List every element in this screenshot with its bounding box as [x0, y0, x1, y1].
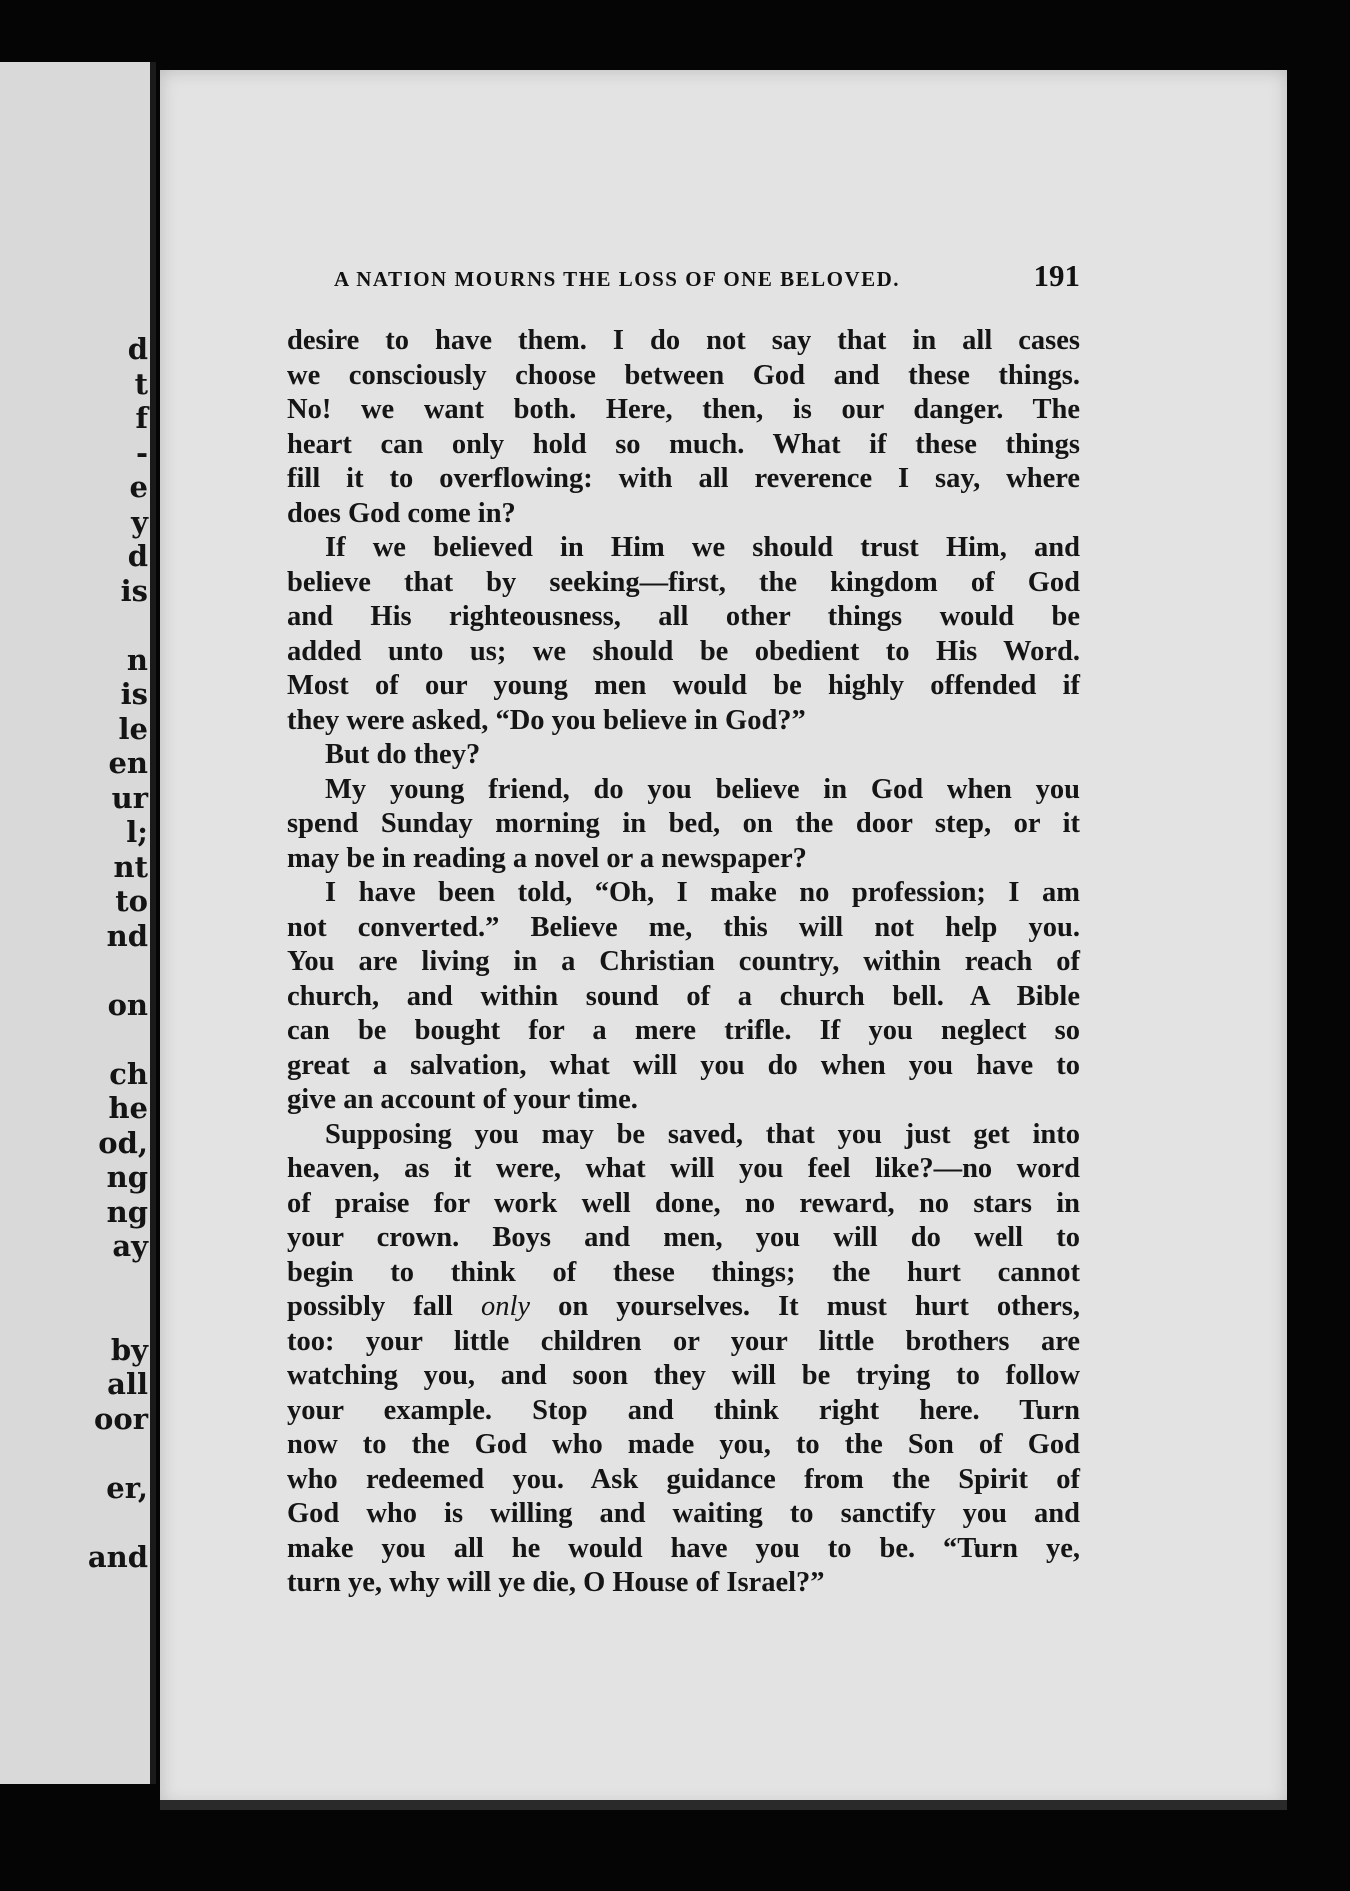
text-line: My young friend, do you believe in God when you — [325, 773, 1080, 805]
text-line: watching you, and soon they will be trying to follow — [287, 1360, 1080, 1391]
text-line: God who is willing and waiting to sanctify you and — [287, 1498, 1080, 1529]
text-line: they were asked, “Do you believe in God?” — [287, 704, 806, 736]
fragment-line: d — [127, 332, 148, 366]
fragment-line: nd — [106, 918, 148, 953]
text-line: now to the God who made you, to the Son of God — [287, 1429, 1080, 1460]
text-line: not converted.” Believe me, this will not help you. — [287, 911, 1080, 943]
text-line: heart can only hold so much. What if these things — [287, 428, 1080, 460]
fragment-line: f — [135, 401, 148, 435]
text-line: too: your little children or your little brothers are — [287, 1325, 1080, 1357]
fragment-line: by — [110, 1332, 148, 1367]
text-line: No! we want both. Here, then, is our danger. The — [287, 394, 1080, 425]
fragment-line — [8, 953, 148, 988]
text-line: You are living in a Christian country, within reach of — [287, 946, 1080, 977]
text-line: your crown. Boys and men, you will do well to — [287, 1222, 1080, 1253]
facing-page-left — [0, 62, 152, 1784]
fragment-line — [8, 1022, 148, 1057]
fragment-line: he — [108, 1091, 148, 1125]
fragment-line: ng — [106, 1160, 148, 1194]
text-line: great a salvation, what will you do when you have to — [287, 1049, 1080, 1081]
fragment-line: all — [107, 1367, 148, 1401]
fragment-line: n — [126, 642, 148, 677]
text-line: heaven, as it were, what will you feel like?—no word — [287, 1153, 1080, 1184]
fragment-line — [8, 1505, 148, 1540]
text-line: begin to think of these things; the hurt cannot — [287, 1256, 1080, 1288]
text-line: and His righteousness, all other things would be — [287, 601, 1080, 632]
text-line: make you all he would have you to be. “Turn ye, — [287, 1532, 1080, 1564]
fragment-line: is — [120, 677, 148, 711]
text-line: turn ye, why will ye die, O House of Israel?” — [287, 1567, 825, 1598]
page-bottom-shadow — [160, 1800, 1287, 1810]
fragment-line: oor — [94, 1401, 148, 1436]
page-body-text — [287, 324, 1080, 1601]
text-line: does God come in? — [287, 497, 516, 529]
text-line: may be in reading a novel or a newspaper? — [287, 842, 807, 874]
fragment-line: od, — [98, 1125, 148, 1160]
fragment-line: ur — [111, 780, 148, 815]
text-line: Most of our young men would be highly offended if — [287, 670, 1080, 701]
fragment-line: is — [120, 573, 148, 608]
running-title: A NATION MOURNS THE LOSS OF ONE BELOVED. — [334, 267, 901, 291]
text-line: added unto us; we should be obedient to His Word. — [287, 635, 1080, 667]
text-line: desire to have them. I do not say that in all cases — [287, 325, 1080, 356]
text-line: fill it to overflowing: with all reverence I say, where — [287, 463, 1080, 494]
text-line: But do they? — [325, 739, 481, 770]
text-line: Supposing you may be saved, that you just get into — [325, 1118, 1080, 1150]
fragment-line: on — [107, 987, 148, 1022]
fragment-line: d — [127, 539, 148, 573]
fragment-line: e — [129, 470, 148, 504]
fragment-line: ay — [112, 1229, 148, 1263]
fragment-line: - — [135, 435, 148, 470]
fragment-line: er, — [106, 1470, 148, 1505]
text-line: who redeemed you. Ask guidance from the Spirit of — [287, 1463, 1080, 1495]
text-line: your example. Stop and think right here. Turn — [287, 1394, 1080, 1426]
text-line: give an account of your time. — [287, 1084, 638, 1115]
fragment-line — [8, 608, 148, 643]
fragment-line — [8, 1264, 148, 1299]
text-line: I have been told, “Oh, I make no profession; I am — [325, 877, 1080, 908]
page-number: 191 — [1033, 258, 1080, 293]
text-line: we consciously choose between God and these things. — [287, 359, 1080, 391]
running-head — [334, 258, 1080, 298]
page-gutter — [150, 62, 156, 1784]
text-line: spend Sunday morning in bed, on the door step, or it — [287, 808, 1080, 839]
fragment-line: to — [115, 884, 148, 918]
fragment-line: nt — [113, 849, 148, 884]
text-line: church, and within sound of a church bell. A Bible — [287, 980, 1080, 1012]
fragment-line: y — [131, 504, 148, 539]
text-line: possibly fall only on yourselves. It must hurt others, — [287, 1291, 1081, 1322]
fragment-line — [8, 1298, 148, 1333]
fragment-line: t — [134, 366, 148, 401]
text-line: believe that by seeking—first, the kingdom of God — [287, 566, 1080, 598]
fragment-line: l; — [126, 815, 148, 849]
text-line: If we believed in Him we should trust Him, and — [325, 532, 1080, 563]
fragment-line — [8, 1436, 148, 1471]
fragment-line: en — [108, 746, 148, 780]
text-line: of praise for work well done, no reward, no stars in — [287, 1187, 1080, 1219]
fragment-line: ng — [106, 1194, 148, 1229]
text-line: can be bought for a mere trifle. If you neglect so — [287, 1015, 1080, 1046]
facing-page-text-fragments — [8, 332, 148, 1574]
fragment-line: le — [118, 711, 148, 746]
fragment-line: and — [87, 1539, 148, 1574]
fragment-line: ch — [109, 1056, 148, 1091]
